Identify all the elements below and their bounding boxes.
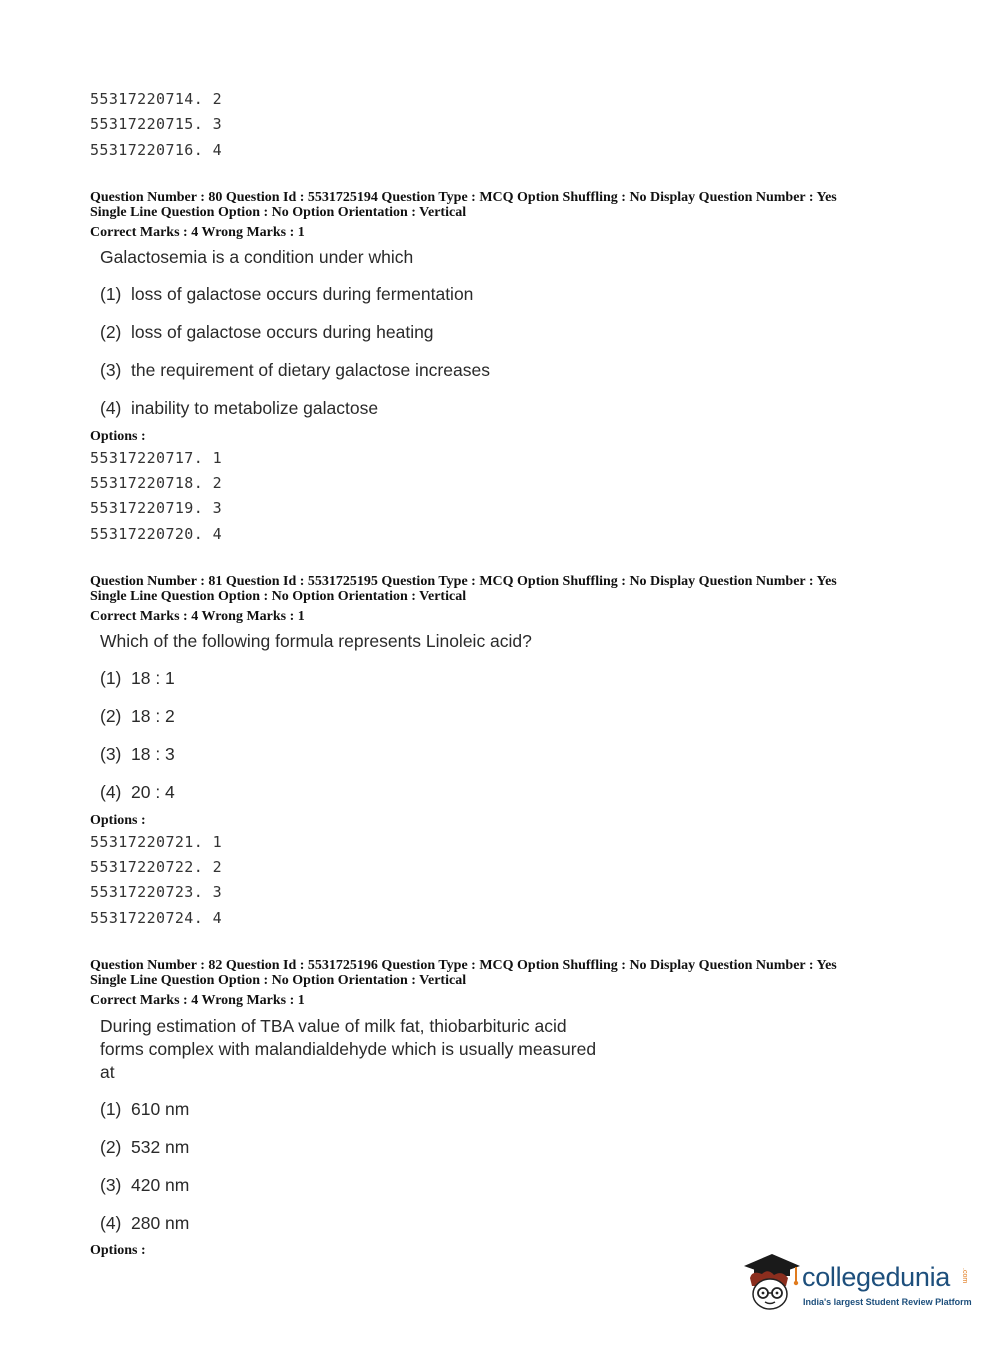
choice-text: 610 nm xyxy=(131,1099,190,1119)
option-id: 55317220721. 1 xyxy=(90,833,223,851)
choice-text: 18 : 3 xyxy=(131,744,175,764)
answer-choice xyxy=(100,1175,189,1196)
choice-number: (4) xyxy=(100,1213,122,1233)
option-id: 55317220723. 3 xyxy=(90,883,223,901)
choice-text: 18 : 2 xyxy=(131,706,175,726)
question-marks: Correct Marks : 4 Wrong Marks : 1 xyxy=(90,609,305,624)
choice-text: loss of galactose occurs during fermentation xyxy=(131,284,474,304)
answer-choice xyxy=(100,706,175,727)
choice-text: 532 nm xyxy=(131,1137,190,1157)
option-id: 55317220714. 2 xyxy=(90,90,223,108)
option-id: 55317220719. 3 xyxy=(90,499,223,517)
choice-text: 280 nm xyxy=(131,1213,190,1233)
answer-choice xyxy=(100,1099,189,1120)
question-text: at xyxy=(100,1062,115,1082)
collegedunia-logo xyxy=(740,1248,970,1320)
question-text: forms complex with malandialdehyde which is usually measured xyxy=(100,1039,597,1059)
option-id: 55317220724. 4 xyxy=(90,909,223,927)
option-id: 55317220716. 4 xyxy=(90,141,223,159)
choice-number: (2) xyxy=(100,706,122,726)
question-text: During estimation of TBA value of milk fat, thiobarbituric acid xyxy=(100,1016,567,1036)
choice-text: 18 : 1 xyxy=(131,668,175,688)
choice-number: (2) xyxy=(100,322,122,342)
answer-choice xyxy=(100,360,490,381)
choice-number: (3) xyxy=(100,1175,122,1195)
choice-number: (3) xyxy=(100,360,122,380)
choice-number: (1) xyxy=(100,284,122,304)
question-text: Which of the following formula represents Linoleic acid? xyxy=(100,631,532,651)
choice-text: 420 nm xyxy=(131,1175,190,1195)
logo-tagline: India's largest Student Review Platform xyxy=(803,1297,972,1307)
choice-number: (1) xyxy=(100,668,122,688)
question-meta: Question Number : 82 Question Id : 5531725196 Question Type : MCQ Option Shuffling : No Display Question Number : Yes xyxy=(90,958,837,973)
question-text: Galactosemia is a condition under which xyxy=(100,247,414,267)
option-id: 55317220718. 2 xyxy=(90,474,223,492)
option-id: 55317220720. 4 xyxy=(90,525,223,543)
question-meta: Question Number : 81 Question Id : 5531725195 Question Type : MCQ Option Shuffling : No Display Question Number : Yes xyxy=(90,574,837,589)
choice-text: inability to metabolize galactose xyxy=(131,398,379,418)
question-meta: Question Number : 80 Question Id : 5531725194 Question Type : MCQ Option Shuffling : No Display Question Number : Yes xyxy=(90,190,837,205)
answer-choice xyxy=(100,668,175,689)
answer-choice xyxy=(100,782,175,803)
option-id: 55317220715. 3 xyxy=(90,115,223,133)
choice-number: (3) xyxy=(100,744,122,764)
options-heading: Options : xyxy=(90,813,146,828)
choice-text: 20 : 4 xyxy=(131,782,175,802)
question-meta: Single Line Question Option : No Option Orientation : Vertical xyxy=(90,589,467,604)
answer-choice xyxy=(100,1137,189,1158)
logo-tld: .com xyxy=(961,1268,968,1284)
question-marks: Correct Marks : 4 Wrong Marks : 1 xyxy=(90,225,305,240)
answer-choice xyxy=(100,322,434,343)
choice-text: the requirement of dietary galactose increases xyxy=(131,360,490,380)
choice-number: (4) xyxy=(100,398,122,418)
answer-choice xyxy=(100,398,378,419)
question-marks: Correct Marks : 4 Wrong Marks : 1 xyxy=(90,993,305,1008)
question-meta: Single Line Question Option : No Option Orientation : Vertical xyxy=(90,973,467,988)
choice-number: (4) xyxy=(100,782,122,802)
answer-choice xyxy=(100,744,175,765)
logo-wordmark: collegedunia xyxy=(802,1262,951,1292)
choice-text: loss of galactose occurs during heating xyxy=(131,322,434,342)
answer-choice xyxy=(100,284,473,305)
choice-number: (1) xyxy=(100,1099,122,1119)
option-id: 55317220722. 2 xyxy=(90,858,223,876)
option-id: 55317220717. 1 xyxy=(90,449,223,467)
options-heading: Options : xyxy=(90,429,146,444)
choice-number: (2) xyxy=(100,1137,122,1157)
mascot-icon xyxy=(740,1248,802,1320)
question-meta: Single Line Question Option : No Option Orientation : Vertical xyxy=(90,205,467,220)
answer-choice xyxy=(100,1213,189,1234)
options-heading: Options : xyxy=(90,1243,146,1258)
